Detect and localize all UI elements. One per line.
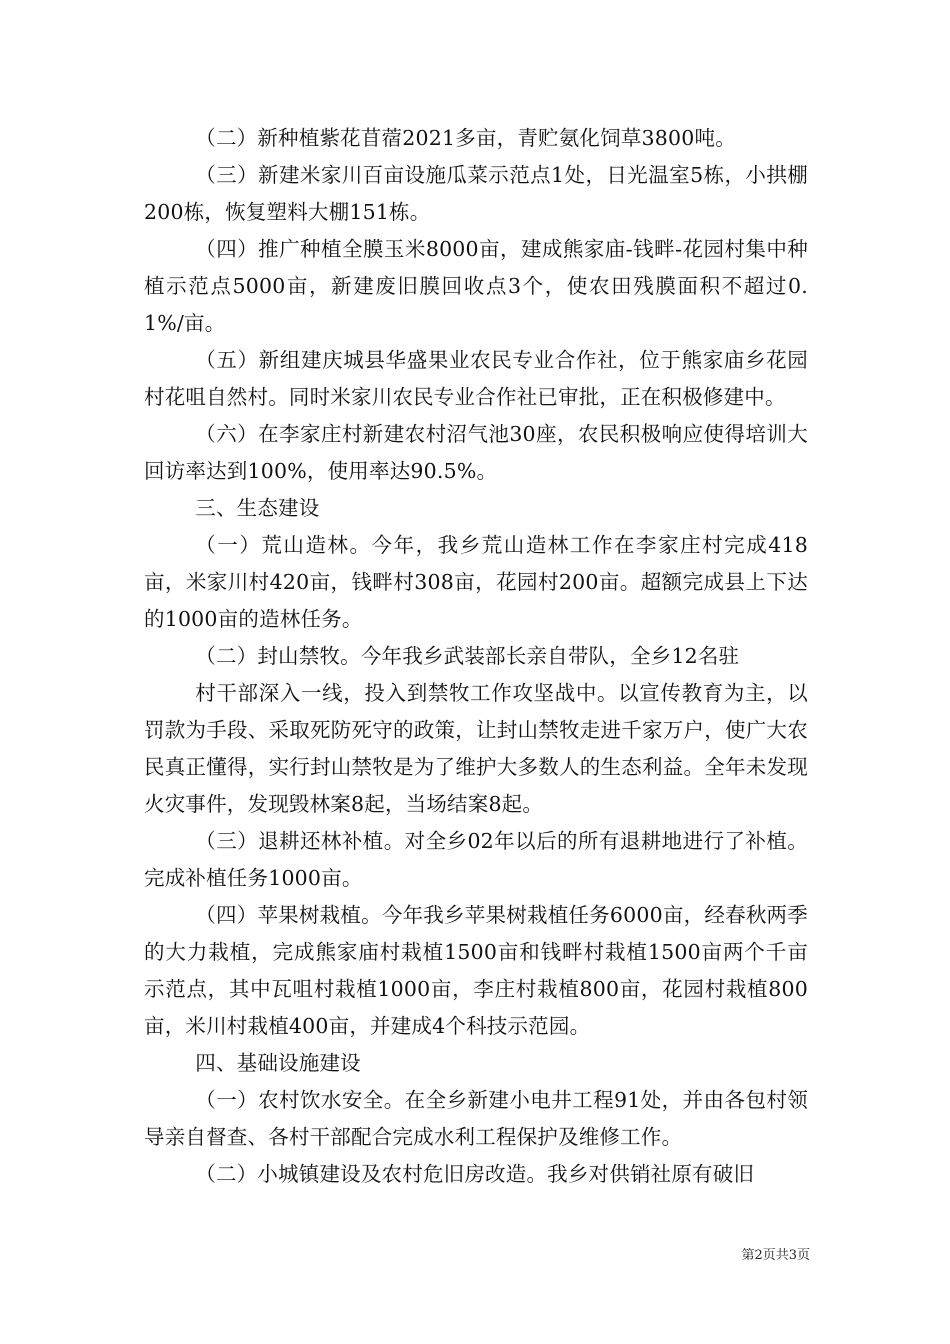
- paragraph-6: （一）荒山造林。今年，我乡荒山造林工作在李家庄村完成418亩，米家川村420亩，钱畔村308亩，花园村200亩。超额完成县上下达的1000亩的造林任务。: [144, 533, 808, 631]
- paragraph-10: （四）苹果树栽植。今年我乡苹果树栽植任务6000亩，经春秋两季的大力栽植，完成熊家庙村栽植1500亩和钱畔村栽植1500亩两个千亩示范点，其中瓦咀村栽植1000亩，李庄村栽植800亩，花园村栽植800亩，米川村栽植400亩，并建成4个科技示范园。: [144, 903, 808, 1038]
- section-heading-ecology: 三、生态建设: [195, 496, 320, 520]
- paragraph-3: （四）推广种植全膜玉米8000亩，建成熊家庙-钱畔-花园村集中种植示范点5000亩，新建废旧膜回收点3个，使农田残膜面积不超过0.1%/亩。: [144, 237, 808, 335]
- paragraph-2: （三）新建米家川百亩设施瓜菜示范点1处，日光温室5栋，小拱棚200栋，恢复塑料大棚151栋。: [144, 163, 808, 224]
- paragraph-9: （三）退耕还林补植。对全乡02年以后的所有退耕地进行了补植。完成补植任务1000亩。: [144, 829, 808, 890]
- paragraph-4: （五）新组建庆城县华盛果业农民专业合作社，位于熊家庙乡花园村花咀自然村。同时米家川农民专业合作社已审批，正在积极修建中。: [144, 348, 808, 409]
- page-number: 第2页共3页: [741, 1248, 810, 1263]
- document-body: [144, 120, 808, 1193]
- paragraph-11: （一）农村饮水安全。在全乡新建小电井工程91处，并由各包村领导亲自督查、各村干部配合完成水利工程保护及维修工作。: [144, 1088, 808, 1149]
- paragraph-8: 村干部深入一线，投入到禁牧工作攻坚战中。以宣传教育为主，以罚款为手段、采取死防死守的政策，让封山禁牧走进千家万户，使广大农民真正懂得，实行封山禁牧是为了维护大多数人的生态利益。全年未发现火灾事件，发现毁林案8起，当场结案8起。: [144, 681, 808, 816]
- paragraph-5: （六）在李家庄村新建农村沼气池30座，农民积极响应使得培训大回访率达到100%，使用率达90.5%。: [144, 422, 808, 483]
- paragraph-7: （二）封山禁牧。今年我乡武装部长亲自带队，全乡12名驻: [195, 644, 740, 668]
- section-heading-infrastructure: 四、基础设施建设: [195, 1051, 361, 1075]
- paragraph-12: （二）小城镇建设及农村危旧房改造。我乡对供销社原有破旧: [195, 1162, 755, 1186]
- paragraph-1: （二）新种植紫花苜蓿2021多亩，青贮氨化饲草3800吨。: [195, 126, 736, 150]
